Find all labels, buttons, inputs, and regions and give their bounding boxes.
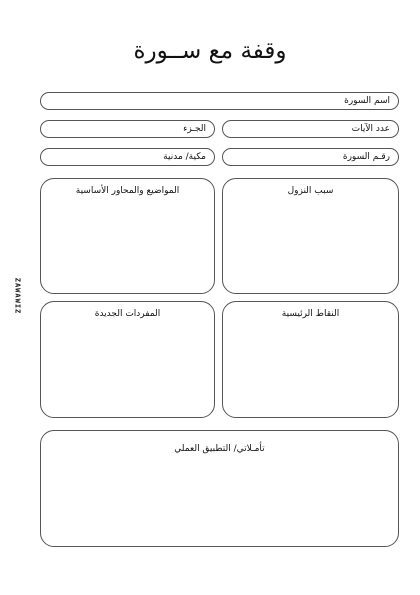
key-points-box[interactable] (222, 301, 399, 418)
surah-number-field[interactable] (222, 148, 399, 166)
makki-madani-label: مكية/ مدنية (163, 152, 206, 162)
reason-revelation-box[interactable] (222, 178, 399, 294)
verses-count-field[interactable] (222, 120, 399, 138)
makki-madani-field[interactable] (40, 148, 215, 166)
key-points-label: النقاط الرئيسية (281, 309, 340, 319)
juz-label: الجـزء (183, 124, 206, 134)
juz-field[interactable] (40, 120, 215, 138)
surah-name-field[interactable] (40, 92, 399, 110)
surah-number-label: رقـم السورة (342, 152, 390, 162)
page-title: وقفة مع ســورة (133, 38, 287, 64)
surah-name-label: اسم السورة (344, 96, 390, 106)
reflections-label: تأمـلاتي/ التطبيق العملي (174, 444, 265, 454)
main-topics-box[interactable] (40, 178, 215, 294)
verses-count-label: عدد الآيات (351, 124, 390, 134)
brand-watermark (9, 266, 25, 326)
reflections-box[interactable] (40, 430, 399, 547)
main-topics-label: المواضيع والمحاور الأساسية (75, 186, 180, 196)
brand-text: ZAWAWIZ (13, 277, 22, 315)
new-vocabulary-box[interactable] (40, 301, 215, 418)
new-vocabulary-label: المفردات الجديدة (94, 309, 161, 319)
reason-revelation-label: سبب النزول (287, 186, 334, 196)
